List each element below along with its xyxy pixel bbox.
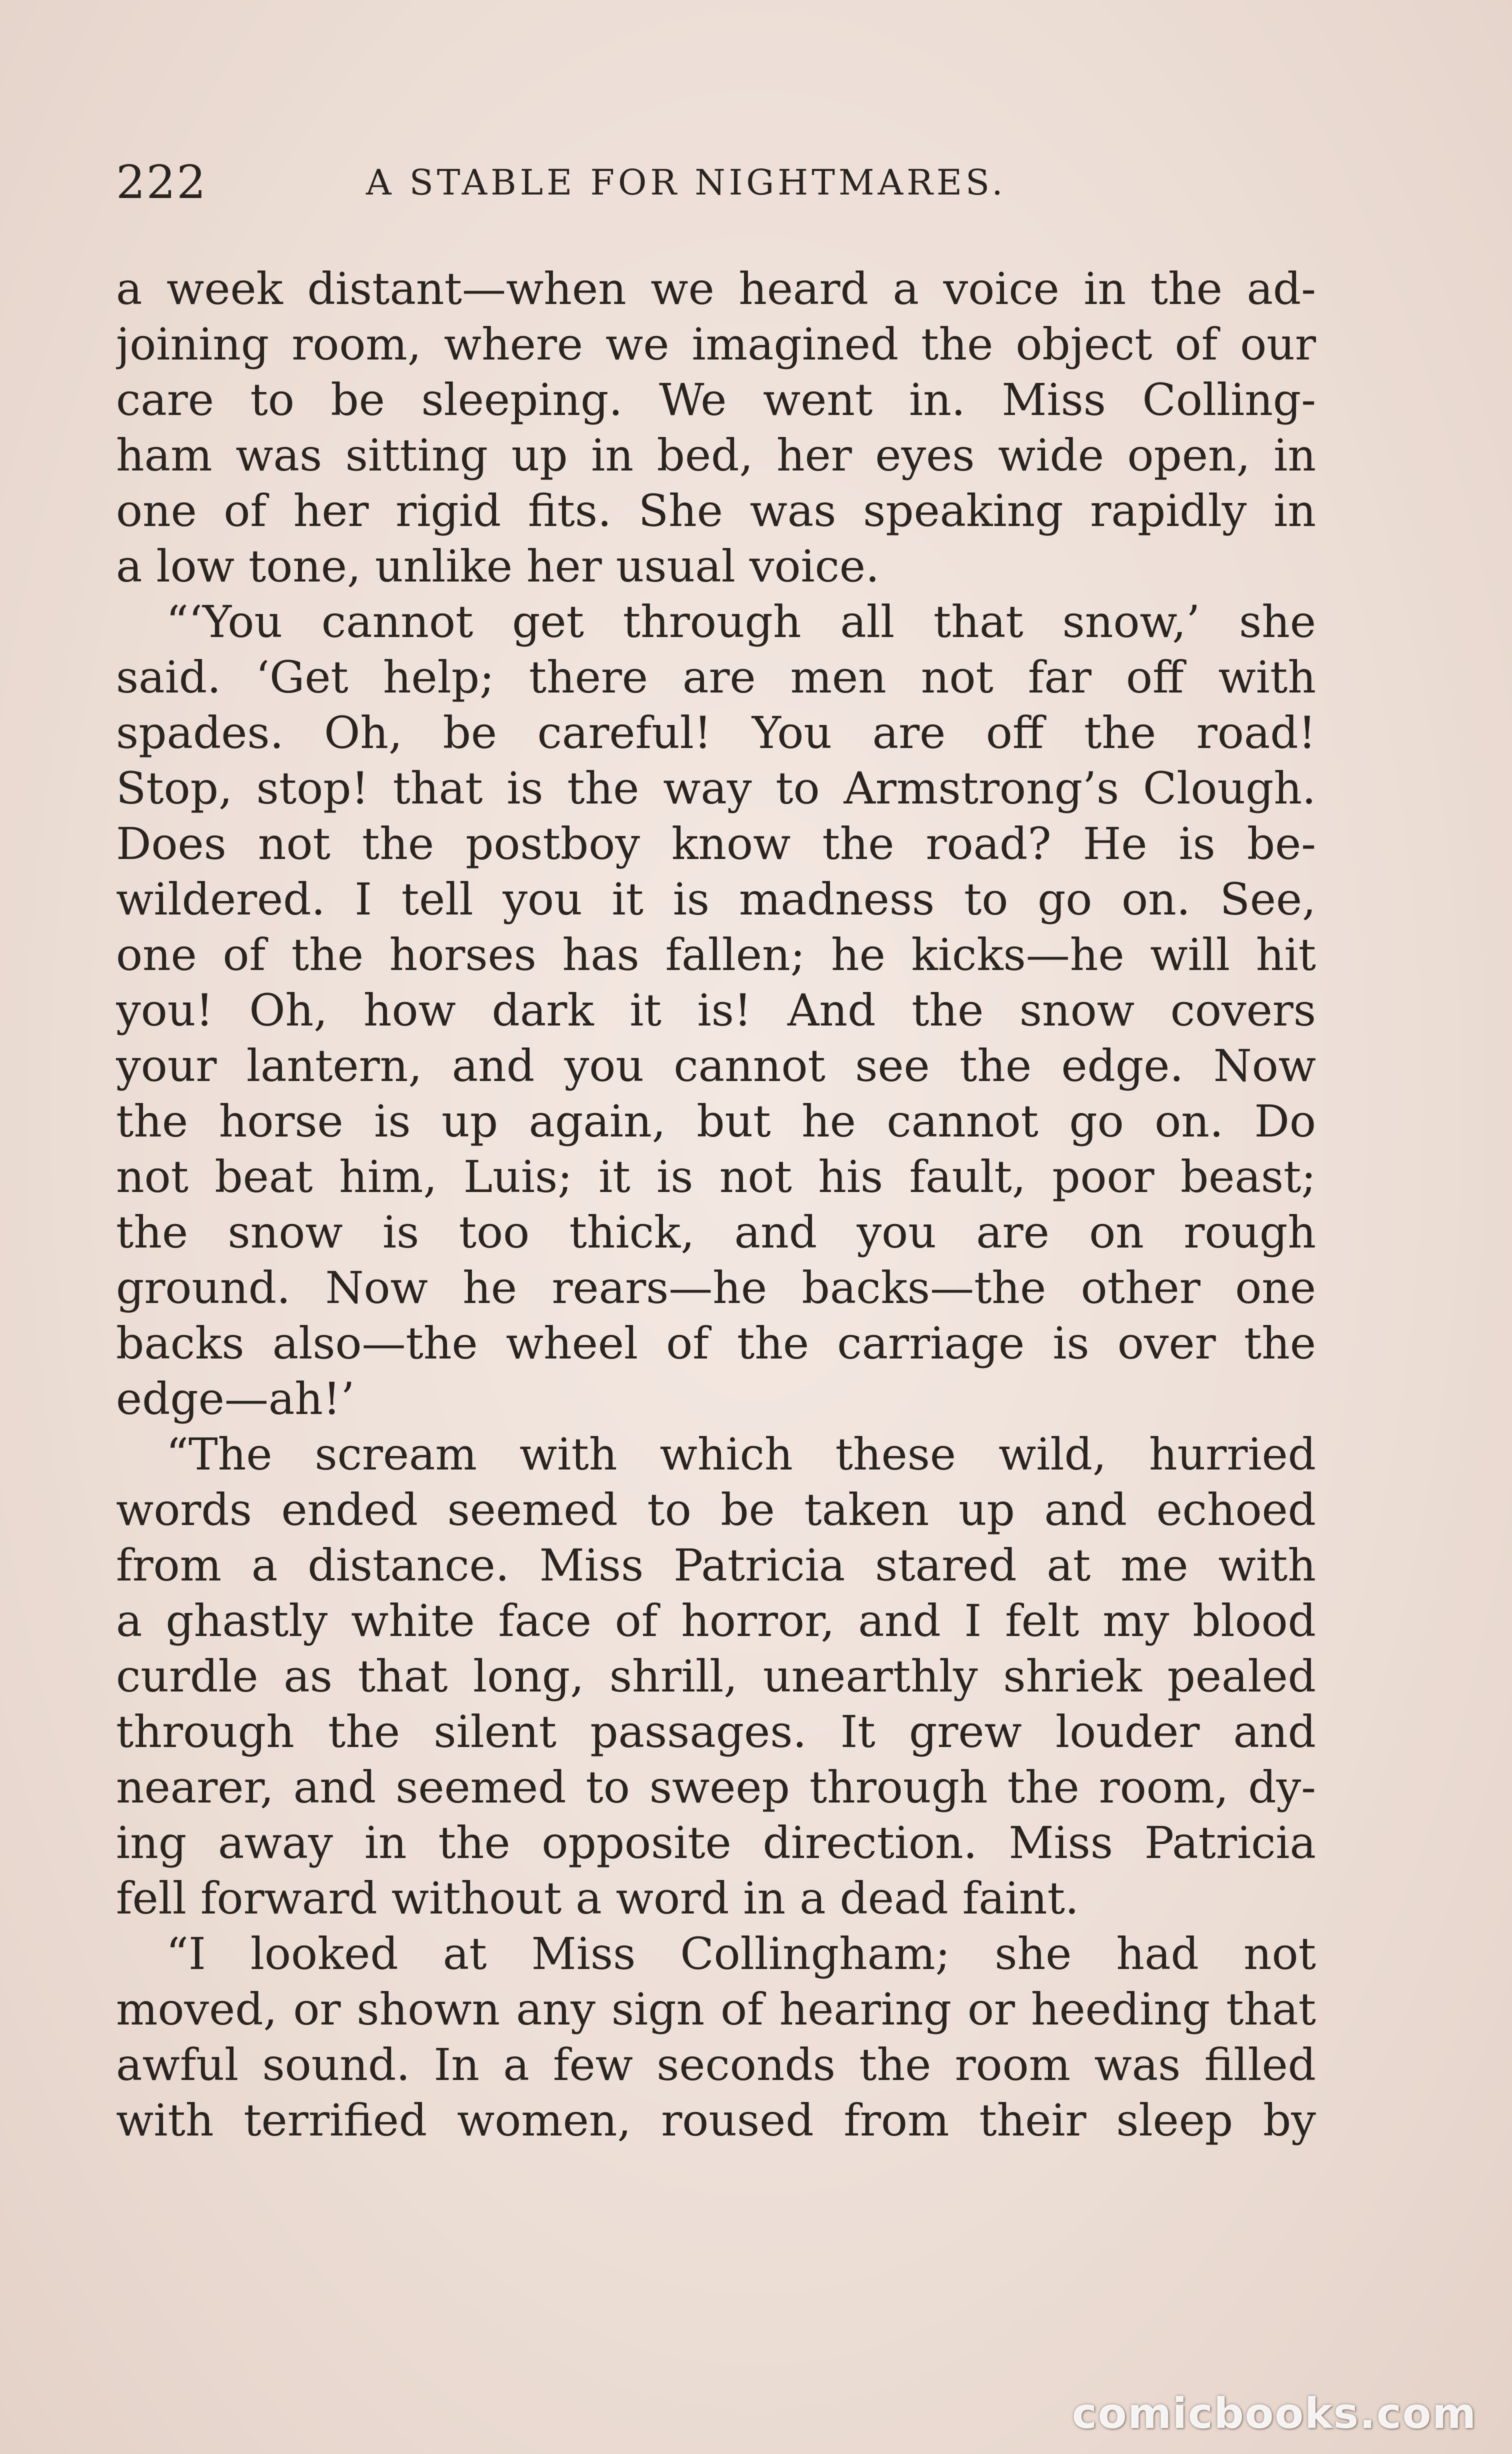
text-line: one of her rigid fits. She was speaking rapidly in — [116, 485, 1316, 536]
text-line: fell forward without a word in a dead faint. — [116, 1872, 1079, 1924]
text-line: Stop, stop! that is the way to Armstrong’s Clough. — [116, 762, 1316, 814]
running-head: A STABLE FOR NIGHTMARES. — [366, 162, 1006, 203]
text-line: spades. Oh, be careful! You are off the road! — [116, 707, 1316, 758]
text-line: the snow is too thick, and you are on rough — [116, 1206, 1316, 1258]
text-line: the horse is up again, but he cannot go on. Do — [116, 1096, 1316, 1147]
text-line: “I looked at Miss Collingham; she had not — [166, 1928, 1316, 1980]
text-line: your lantern, and you cannot see the edge. Now — [116, 1040, 1316, 1092]
text-line: you! Oh, how dark it is! And the snow covers — [116, 984, 1316, 1036]
text-line: joining room, where we imagined the object of our — [116, 318, 1316, 370]
page-header — [116, 150, 1316, 215]
text-line: not beat him, Luis; it is not his fault, poor beast; — [116, 1151, 1316, 1202]
text-line: words ended seemed to be taken up and echoed — [116, 1484, 1316, 1536]
text-line: Does not the postboy know the road? He is be- — [116, 818, 1316, 870]
text-line: a low tone, unlike her usual voice. — [116, 540, 880, 592]
text-line: said. ‘Get help; there are men not far off with — [116, 652, 1316, 703]
page-number: 222 — [116, 156, 207, 209]
body-text — [116, 261, 1316, 2148]
watermark: comicbooks.com — [1072, 2389, 1477, 2438]
text-line: curdle as that long, shrill, unearthly shriek pealed — [116, 1650, 1316, 1702]
text-line: “The scream with which these wild, hurried — [166, 1428, 1316, 1480]
text-line: through the silent passages. It grew louder and — [116, 1706, 1316, 1758]
text-line: a ghastly white face of horror, and I felt my blood — [116, 1595, 1316, 1646]
text-line: awful sound. In a few seconds the room was filled — [116, 2039, 1316, 2090]
text-line: wildered. I tell you it is madness to go on. See, — [116, 874, 1316, 925]
text-line: ground. Now he rears—he backs—the other one — [116, 1262, 1316, 1314]
text-line: edge—ah!’ — [116, 1373, 355, 1424]
text-line: nearer, and seemed to sweep through the room, dy- — [116, 1762, 1316, 1813]
text-line: ing away in the opposite direction. Miss Patricia — [116, 1817, 1316, 1868]
text-line: one of the horses has fallen; he kicks—he will hit — [116, 929, 1316, 980]
text-line: backs also—the wheel of the carriage is over the — [116, 1318, 1316, 1369]
text-line: moved, or shown any sign of hearing or heeding that — [116, 1984, 1316, 2035]
text-line: with terrified women, roused from their sleep by — [116, 2094, 1316, 2146]
text-line: ham was sitting up in bed, her eyes wide open, in — [116, 430, 1316, 481]
text-line: “‘You cannot get through all that snow,’ she — [166, 596, 1316, 648]
text-line: care to be sleeping. We went in. Miss Colling- — [116, 374, 1316, 426]
text-line: from a distance. Miss Patricia stared at me with — [116, 1540, 1316, 1591]
text-line: a week distant—when we heard a voice in the ad- — [116, 263, 1316, 314]
